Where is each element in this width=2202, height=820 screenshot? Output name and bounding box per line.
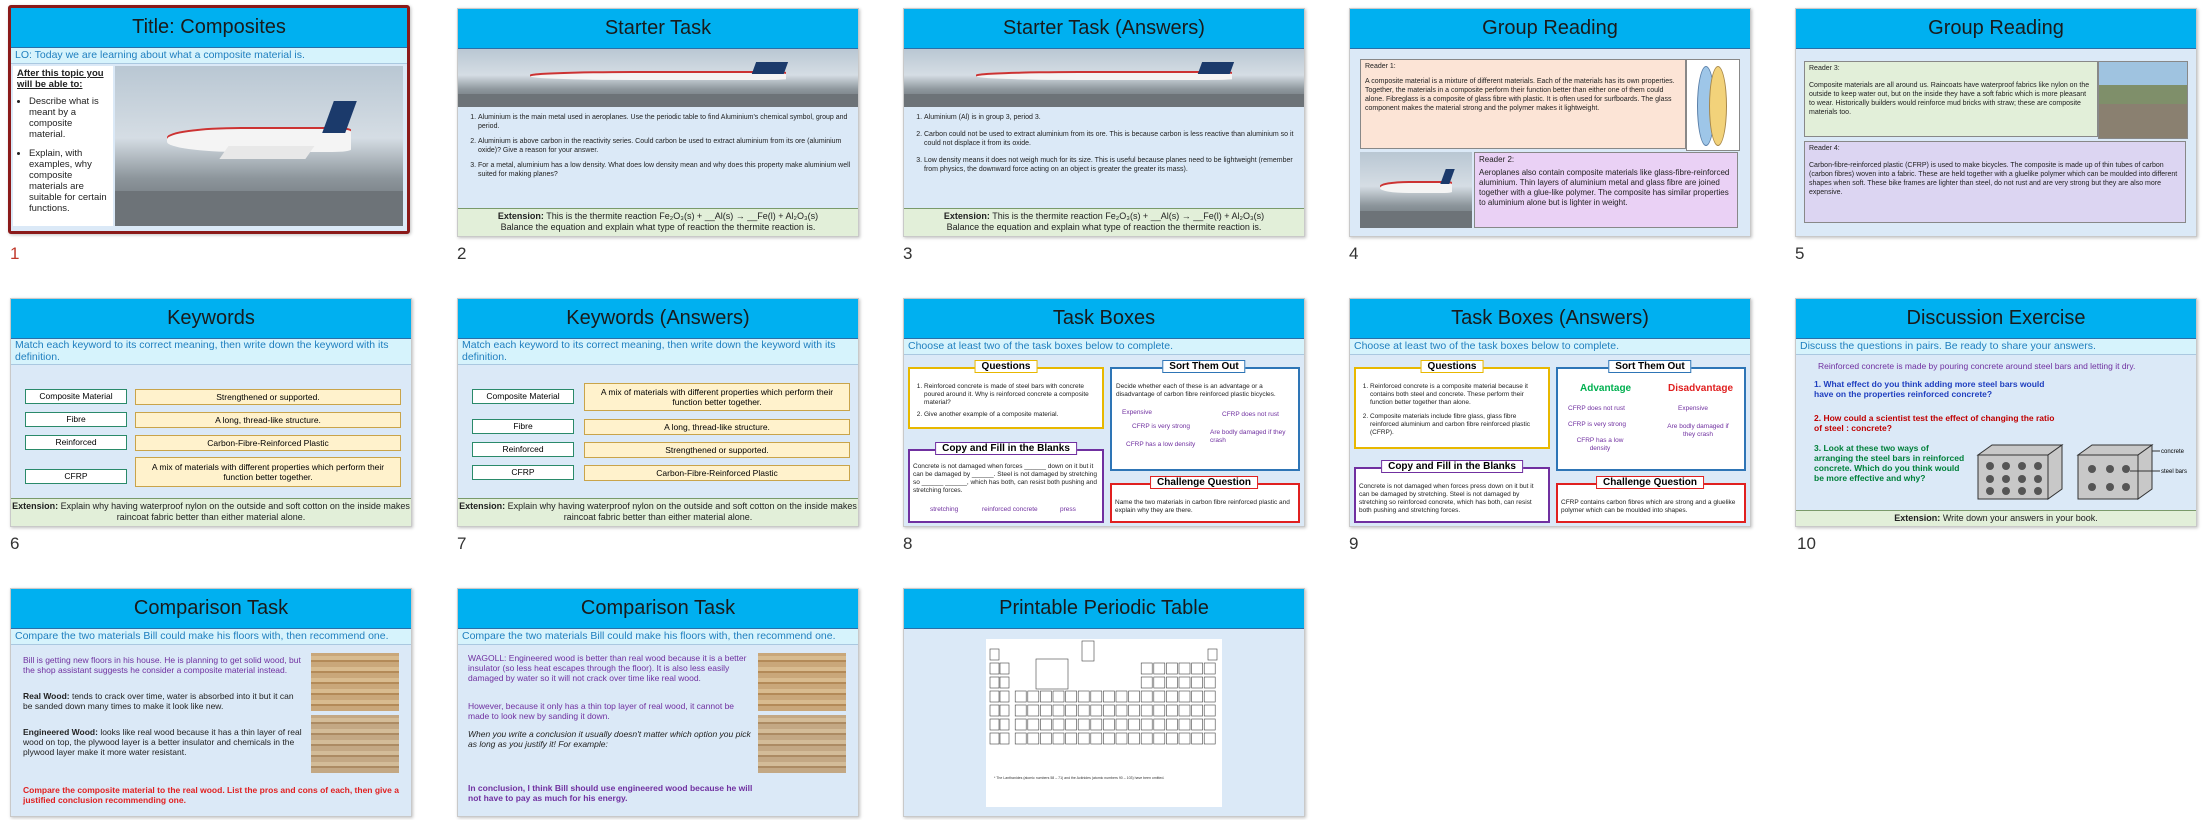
element-cell <box>1103 719 1114 730</box>
slide-number: 3 <box>903 244 913 263</box>
fill-blanks-box <box>1354 467 1550 523</box>
slide-title: Title: Composites <box>11 8 407 48</box>
extension-text: Explain why having waterproof nylon on the outside and soft cotton on the inside makes raincoat fabric better than either material alone. <box>507 501 857 522</box>
real-wood-text <box>19 689 309 713</box>
extension-bar <box>458 208 858 236</box>
sort-box <box>1110 367 1300 471</box>
element-cell <box>1028 719 1039 730</box>
keyword-card: CFRP <box>472 465 574 480</box>
element-cell <box>1078 733 1089 744</box>
real-wood-label: Real Wood: <box>23 691 70 701</box>
element-cell <box>1116 705 1127 716</box>
element-cell <box>1091 691 1102 702</box>
instruction-bar: Choose at least two of the task boxes below to complete. <box>904 339 1304 355</box>
keyword-card: Reinforced <box>25 435 127 450</box>
instruction-bar: Match each keyword to its correct meaning, then write down the keyword with its definition. <box>11 339 411 365</box>
instruction-bar: Compare the two materials Bill could make his floors with, then recommend one. <box>458 629 858 645</box>
question-item: 3. For a metal, aluminium has a low density. What does low density mean and why does this property make aluminium well suited for making planes? <box>478 161 852 179</box>
slide-title: Keywords (Answers) <box>458 299 858 339</box>
element-cell <box>1091 719 1102 730</box>
element-cell <box>1166 719 1177 730</box>
challenge-text: CFRP contains carbon fibres which are strong and a gluelike polymer which can be moulded into shapes. <box>1561 499 1736 514</box>
extension-label: Extension: <box>943 211 990 221</box>
element-cell <box>1141 663 1152 674</box>
sort-word: Expensive <box>1678 405 1708 412</box>
slide-thumbnail-7[interactable] <box>457 298 859 527</box>
airplane-photo <box>115 66 403 226</box>
objective-item: • Explain, with examples, why composite materials are suitable for certain functions. <box>29 148 109 214</box>
questions-box <box>1354 367 1550 449</box>
periodic-table-image <box>986 639 1222 807</box>
questions-heading: Questions <box>975 360 1038 373</box>
conclusion-tip: When you write a conclusion it usually doesn't matter which option you pick as long as you justify it! For example: <box>468 729 751 749</box>
task-instruction: Compare the composite material to the real wood. List the pros and cons of each, then give a justified conclusion recommending one. <box>23 785 399 805</box>
element-cell <box>1179 663 1190 674</box>
instruction-bar: Discuss the questions in pairs. Be ready to share your answers. <box>1796 339 2196 355</box>
intro-text: Reinforced concrete is made by pouring concrete around steel bars and letting it dry. <box>1818 361 2136 371</box>
real-wood-image <box>311 653 399 711</box>
element-cell <box>1154 719 1165 730</box>
element-cell <box>1040 705 1051 716</box>
answer-item: 3. Low density means it does not weigh much for its size. This is useful because planes need to be lightweight (remember from physics, the downward force acting on an object is greater the greater its mass). <box>924 156 1298 174</box>
element-cell <box>1179 691 1190 702</box>
element-cell <box>1066 705 1077 716</box>
discussion-question-1: 1. What effect do you think adding more steel bars would have on the properties reinforced concrete? <box>1814 379 2045 399</box>
reader-4-box <box>1804 141 2186 223</box>
answer-item: 1. Aluminium (Al) is in group 3, period 3. <box>924 113 1298 122</box>
questions-box <box>908 367 1104 429</box>
surfboard-image <box>1686 59 1740 151</box>
challenge-text: Name the two materials in carbon fibre reinforced plastic and explain why they are there. <box>1115 499 1290 514</box>
definition-card: Strengthened or supported. <box>584 442 850 458</box>
slide-thumbnail-11[interactable] <box>10 588 412 817</box>
element-cell <box>1015 719 1026 730</box>
concrete-label: concrete <box>2161 449 2185 455</box>
sort-word: Are bodly damaged if they crash <box>1667 423 1729 438</box>
slide-title: Comparison Task <box>11 589 411 629</box>
answer-item: 2. Carbon could not be used to extract aluminium from its ore. This is because carbon is less reactive than aluminium so it could not displace it from its oxide. <box>924 130 1298 148</box>
element-cell <box>1166 733 1177 744</box>
element-cell <box>1141 733 1152 744</box>
keyword-card: Fibre <box>25 412 127 427</box>
extension-bar <box>11 498 411 526</box>
slide-title: Keywords <box>11 299 411 339</box>
extension-label: Extension: <box>12 501 59 511</box>
element-cell <box>1028 733 1039 744</box>
challenge-box <box>1110 483 1300 523</box>
slide-number: 7 <box>457 534 467 553</box>
element-cell <box>1154 733 1165 744</box>
engineered-wood-image <box>311 715 399 773</box>
slide-number: 5 <box>1795 244 1805 263</box>
engineered-wood-text <box>19 725 309 759</box>
instruction-bar: Choose at least two of the task boxes below to complete. <box>1350 339 1750 355</box>
periodic-table-footnote: * The Lanthanides (atomic numbers 58 – 71) and the Actinides (atomic numbers 90 – 103) have been omitted. <box>994 776 1165 780</box>
slide-title: Discussion Exercise <box>1796 299 2196 339</box>
slide-thumbnail-4[interactable] <box>1349 8 1751 237</box>
element-cell <box>1192 719 1203 730</box>
element-cell <box>1166 705 1177 716</box>
element-cell <box>1129 705 1140 716</box>
real-wood-desc: tends to crack over time, water is absorbed into it but it can be sanded down many times to make it look like new. <box>23 691 294 711</box>
instruction-bar: Compare the two materials Bill could make his floors with, then recommend one. <box>11 629 411 645</box>
slide-thumbnail-5[interactable] <box>1795 8 2197 237</box>
extension-text-2: Balance the equation and explain what type of reaction the thermite reaction is. <box>500 222 816 232</box>
extension-bar <box>458 498 858 526</box>
answer-list <box>904 109 1304 213</box>
reader-3-box <box>1804 61 2098 137</box>
answer-item: 2. Composite materials include fibre glass, glass fibre reinforced aluminium and carbon fibre reinforced plastic (CFRP). <box>1370 413 1544 437</box>
slide-thumbnail-13[interactable] <box>903 588 1305 817</box>
engineered-wood-image <box>758 715 846 773</box>
fill-word: stretching <box>930 506 959 513</box>
airplane-photo <box>904 49 1304 107</box>
element-cell <box>1028 705 1039 716</box>
reader-text: Composite materials are all around us. Raincoats have waterproof fabrics like nylon on the outside to keep water out, but on the inside they have a soft fabric which is more pleasant to wear. Historically builders would reinforce mud bricks with straw; these are composite materials too. <box>1809 82 2090 116</box>
challenge-heading: Challenge Question <box>1596 476 1704 489</box>
element-cell <box>1103 733 1114 744</box>
reader-1-box <box>1360 59 1686 149</box>
definition-card: A mix of materials with different properties which perform their function better together. <box>584 383 850 411</box>
extension-bar <box>904 208 1304 236</box>
fill-blanks-heading: Copy and Fill in the Blanks <box>935 442 1077 455</box>
element-cell <box>1204 691 1215 702</box>
element-cell <box>1116 733 1127 744</box>
keyword-card: Reinforced <box>472 442 574 457</box>
slide-title: Task Boxes <box>904 299 1304 339</box>
instruction-bar: Match each keyword to its correct meaning, then write down the keyword with its definition. <box>458 339 858 365</box>
element-cell <box>1091 705 1102 716</box>
engineered-wood-label: Engineered Wood: <box>23 727 98 737</box>
element-cell <box>1053 719 1064 730</box>
slide-title: Comparison Task <box>458 589 858 629</box>
objective-item: • Describe what is meant by a composite material. <box>29 96 109 140</box>
keyword-card: Fibre <box>472 419 574 434</box>
airplane-photo <box>1360 152 1472 228</box>
fill-blanks-heading: Copy and Fill in the Blanks <box>1381 460 1523 473</box>
element-cell <box>1066 691 1077 702</box>
element-cell <box>1141 691 1152 702</box>
element-cell <box>1192 677 1203 688</box>
slide-thumbnail-2[interactable] <box>457 8 859 237</box>
sort-word: CFRP has a low density <box>1126 441 1196 448</box>
scenario-text: Bill is getting new floors in his house. He is planning to get solid wood, but the shop assistant suggests he consider a composite material instead. <box>23 655 301 675</box>
element-cell <box>1179 677 1190 688</box>
element-cell <box>1179 719 1190 730</box>
element-cell <box>1166 691 1177 702</box>
slide-thumbnail-6[interactable] <box>10 298 412 527</box>
sort-word: CFRP has a low density <box>1576 437 1624 452</box>
slide-title: Group Reading <box>1350 9 1750 49</box>
element-cell <box>1129 691 1140 702</box>
slide-number: 10 <box>1797 534 1816 553</box>
slide-number: 2 <box>457 244 467 263</box>
disadvantage-heading: Disadvantage <box>1668 383 1734 394</box>
slide-title: Task Boxes (Answers) <box>1350 299 1750 339</box>
element-cell <box>1116 719 1127 730</box>
mud-house-image <box>2098 61 2188 139</box>
answer-item: 1. Reinforced concrete is a composite material because it contains both steel and concrete. These perform their function better together than alone. <box>1370 383 1544 407</box>
element-cell <box>1015 705 1026 716</box>
extension-text: This is the thermite reaction Fe₂O₃(s) + __Al(s) → __Fe(l) + Al₂O₃(s) <box>546 211 819 221</box>
element-cell <box>1078 705 1089 716</box>
sort-word: CFRP is very strong <box>1568 421 1627 428</box>
slide-number: 6 <box>10 534 20 553</box>
objectives-heading: After this topic you will be able to: <box>17 68 104 90</box>
reader-text: Aeroplanes also contain composite materials like glass-fibre-reinforced aluminium. Thin layers of aluminium metal and glass fibre are joined together with a glue-like polymer. The composite has similar properties to aluminium alone but is lighter in weight. <box>1479 168 1730 207</box>
element-cell <box>1053 733 1064 744</box>
keyword-card: Composite Material <box>25 389 127 404</box>
definition-card: Carbon-Fibre-Reinforced Plastic <box>135 435 401 451</box>
extension-label: Extension: <box>497 211 544 221</box>
definition-card: A long, thread-like structure. <box>135 412 401 428</box>
slide-thumbnail-10[interactable] <box>1795 298 2197 527</box>
element-cell <box>1053 705 1064 716</box>
steel-bars-label: steel bars <box>2161 469 2188 475</box>
reader-text: A composite material is a mixture of different materials. Each of the materials has its own properties. Together, the materials in a composite perform their function better than either one of them could alone. Fibreglass is a composite of glass fibre with plastic. It is often used for surfboards. The glass component makes the material strong and the polymer makes it lightweight. <box>1365 78 1675 112</box>
sort-heading: Sort Them Out <box>1608 360 1691 373</box>
periodic-table-grid <box>986 639 1222 807</box>
element-cell <box>1040 691 1051 702</box>
question-item: 1. Aluminium is the main metal used in aeroplanes. Use the periodic table to find Aluminium's chemical symbol, group and period. <box>478 113 852 131</box>
element-cell <box>1192 705 1203 716</box>
sort-heading: Sort Them Out <box>1162 360 1245 373</box>
definition-card: A mix of materials with different properties which perform their function better together. <box>135 457 401 487</box>
reader-label: Reader 4: <box>1809 145 1840 152</box>
element-cell <box>1204 677 1215 688</box>
fill-word: reinforced concrete <box>982 506 1038 513</box>
element-cell <box>1141 719 1152 730</box>
element-cell <box>1179 733 1190 744</box>
element-cell <box>1154 705 1165 716</box>
sort-box <box>1556 367 1746 471</box>
extension-label: Extension: <box>1894 513 1941 523</box>
sort-word: Expensive <box>1122 409 1152 416</box>
element-cell <box>1053 691 1064 702</box>
sort-word: CFRP is very strong <box>1132 423 1191 430</box>
sort-word: Are bodly damaged if they crash <box>1210 429 1286 444</box>
slide-thumbnail-8[interactable] <box>903 298 1305 527</box>
element-cell <box>1015 691 1026 702</box>
element-cell <box>1028 691 1039 702</box>
extension-text: This is the thermite reaction Fe₂O₃(s) + __Al(s) → __Fe(l) + Al₂O₃(s) <box>992 211 1265 221</box>
keyword-card: CFRP <box>25 469 127 484</box>
element-cell <box>1204 663 1215 674</box>
reader-label: Reader 3: <box>1809 65 1840 72</box>
fill-blanks-text: Concrete is not damaged when forces press down on it but it can be damaged by stretching. Steel is not damaged by stretching so reinforced concrete, which has both, can resist both pushing and stretching forces. <box>1359 483 1534 514</box>
slide-number: 8 <box>903 534 913 553</box>
slide-number: 1 <box>10 244 20 263</box>
reader-label: Reader 1: <box>1365 63 1396 70</box>
element-cell <box>1154 663 1165 674</box>
sort-word: CFRP does not rust <box>1222 411 1279 418</box>
wagoll-text: WAGOLL: Engineered wood is better than real wood because it is a better insulator (so less heat escapes through the floor). It is also less easily damaged by water so it will not crack over time like real wood. <box>468 653 747 683</box>
element-cell <box>1116 691 1127 702</box>
element-cell <box>1129 719 1140 730</box>
question-item: 1. Reinforced concrete is made of steel bars with concrete poured around it. Why is reinforced concrete a composite material? <box>924 383 1098 407</box>
slide-title: Starter Task <box>458 9 858 49</box>
question-text: Look at these two ways of arranging the steel bars in reinforced concrete. Which do you think would be more effective and why? <box>1814 443 1965 483</box>
slide-number: 9 <box>1349 534 1359 553</box>
fill-blanks-box <box>908 449 1104 523</box>
keyword-card: Composite Material <box>472 389 574 404</box>
element-cell <box>1091 733 1102 744</box>
advantage-heading: Advantage <box>1580 383 1632 394</box>
discussion-question-3: 3. Look at these two ways of arranging the steel bars in reinforced concrete. Which do you think would be more effective and why? <box>1814 443 1965 483</box>
definition-card: Carbon-Fibre-Reinforced Plastic <box>584 465 850 481</box>
element-cell <box>1192 663 1203 674</box>
extension-text: Write down your answers in your book. <box>1942 513 2098 523</box>
element-cell <box>1141 677 1152 688</box>
element-cell <box>1103 691 1114 702</box>
slide-title: Group Reading <box>1796 9 2196 49</box>
real-wood-image <box>758 653 846 711</box>
slide-number: 4 <box>1349 244 1359 263</box>
extension-bar <box>1796 510 2196 526</box>
element-cell <box>1103 705 1114 716</box>
wagoll-however: However, because it only has a thin top layer of real wood, it cannot be made to look new by sanding it down. <box>468 701 735 721</box>
element-cell <box>1204 705 1215 716</box>
sort-word: CFRP does not rust <box>1568 405 1625 412</box>
sort-instructions: Decide whether each of these is an advantage or a disadvantage of carbon fibre reinforced plastic bicycles. <box>1116 383 1276 398</box>
slide-thumbnail-12[interactable] <box>457 588 859 817</box>
element-cell <box>1154 691 1165 702</box>
element-cell <box>1166 677 1177 688</box>
element-cell <box>1166 663 1177 674</box>
question-text: What effect do you think adding more steel bars would have on the properties reinforced concrete? <box>1814 379 2045 399</box>
extension-text-2: Balance the equation and explain what type of reaction the thermite reaction is. <box>946 222 1262 232</box>
question-list <box>458 109 858 213</box>
slide-title: Starter Task (Answers) <box>904 9 1304 49</box>
element-cell <box>1154 677 1165 688</box>
questions-heading: Questions <box>1421 360 1484 373</box>
challenge-heading: Challenge Question <box>1150 476 1258 489</box>
fill-word: press <box>1060 506 1076 513</box>
extension-text: Explain why having waterproof nylon on the outside and soft cotton on the inside makes raincoat fabric better than either material alone. <box>60 501 410 522</box>
concrete-blocks-diagram <box>1970 441 2190 503</box>
element-cell <box>1129 733 1140 744</box>
question-item: 2. Give another example of a composite material. <box>924 411 1098 419</box>
element-cell <box>1015 733 1026 744</box>
conclusion-example: In conclusion, I think Bill should use engineered wood because he will not have to pay as much for his energy. <box>468 783 753 803</box>
reader-label: Reader 2: <box>1479 155 1515 164</box>
engineered-wood-desc: looks like real wood because it has a thin layer of real wood on top, the plywood layer is a better insulator and chemicals in the plywood layer make it more water resistant. <box>23 727 302 757</box>
discussion-question-2: 2. How could a scientist test the effect of changing the ratio of steel : concrete? <box>1814 413 2055 433</box>
reader-2-box <box>1474 152 1738 228</box>
objectives-box <box>13 66 113 226</box>
element-cell <box>1204 733 1215 744</box>
element-cell <box>1078 691 1089 702</box>
element-cell <box>1141 705 1152 716</box>
element-cell <box>1040 719 1051 730</box>
slide-thumbnail-3[interactable] <box>903 8 1305 237</box>
definition-card: A long, thread-like structure. <box>584 419 850 435</box>
airplane-photo <box>458 49 858 107</box>
slide-title: Printable Periodic Table <box>904 589 1304 629</box>
element-cell <box>1040 733 1051 744</box>
definition-card: Strengthened or supported. <box>135 389 401 405</box>
element-cell <box>1078 719 1089 730</box>
element-cell <box>1192 691 1203 702</box>
learning-objective: LO: Today we are learning about what a composite material is. <box>11 48 407 64</box>
element-cell <box>1192 733 1203 744</box>
fill-blanks-text: Concrete is not damaged when forces ______ down on it but it can be damaged by ______. Steel is not damaged by stretching so ______ ______, which has both, can resist both pushing and stretching forces. <box>913 463 1097 494</box>
element-cell <box>1204 719 1215 730</box>
slide-thumbnail-9[interactable] <box>1349 298 1751 527</box>
extension-label: Extension: <box>459 501 506 511</box>
element-cell <box>1066 719 1077 730</box>
reader-text: Carbon-fibre-reinforced plastic (CFRP) is used to make bicycles. The composite is made up of thin tubes of carbon (carbon fibres) woven into a fabric. These are held together with a gluelike polymer which can be moulded into different shapes when soft. These bike frames are lighter than steel, do not rust and are very strong but they are also more expensive. <box>1809 162 2178 196</box>
element-cell <box>1066 733 1077 744</box>
slide-thumbnail-1[interactable] <box>8 5 410 234</box>
question-item: 2. Aluminium is above carbon in the reactivity series. Could carbon be used to extract aluminium from its ore (aluminium oxide)? Give a reason for your answer. <box>478 137 852 155</box>
element-cell <box>1179 705 1190 716</box>
question-text: How could a scientist test the effect of changing the ratio of steel : concrete? <box>1814 413 2055 433</box>
challenge-box <box>1556 483 1746 523</box>
